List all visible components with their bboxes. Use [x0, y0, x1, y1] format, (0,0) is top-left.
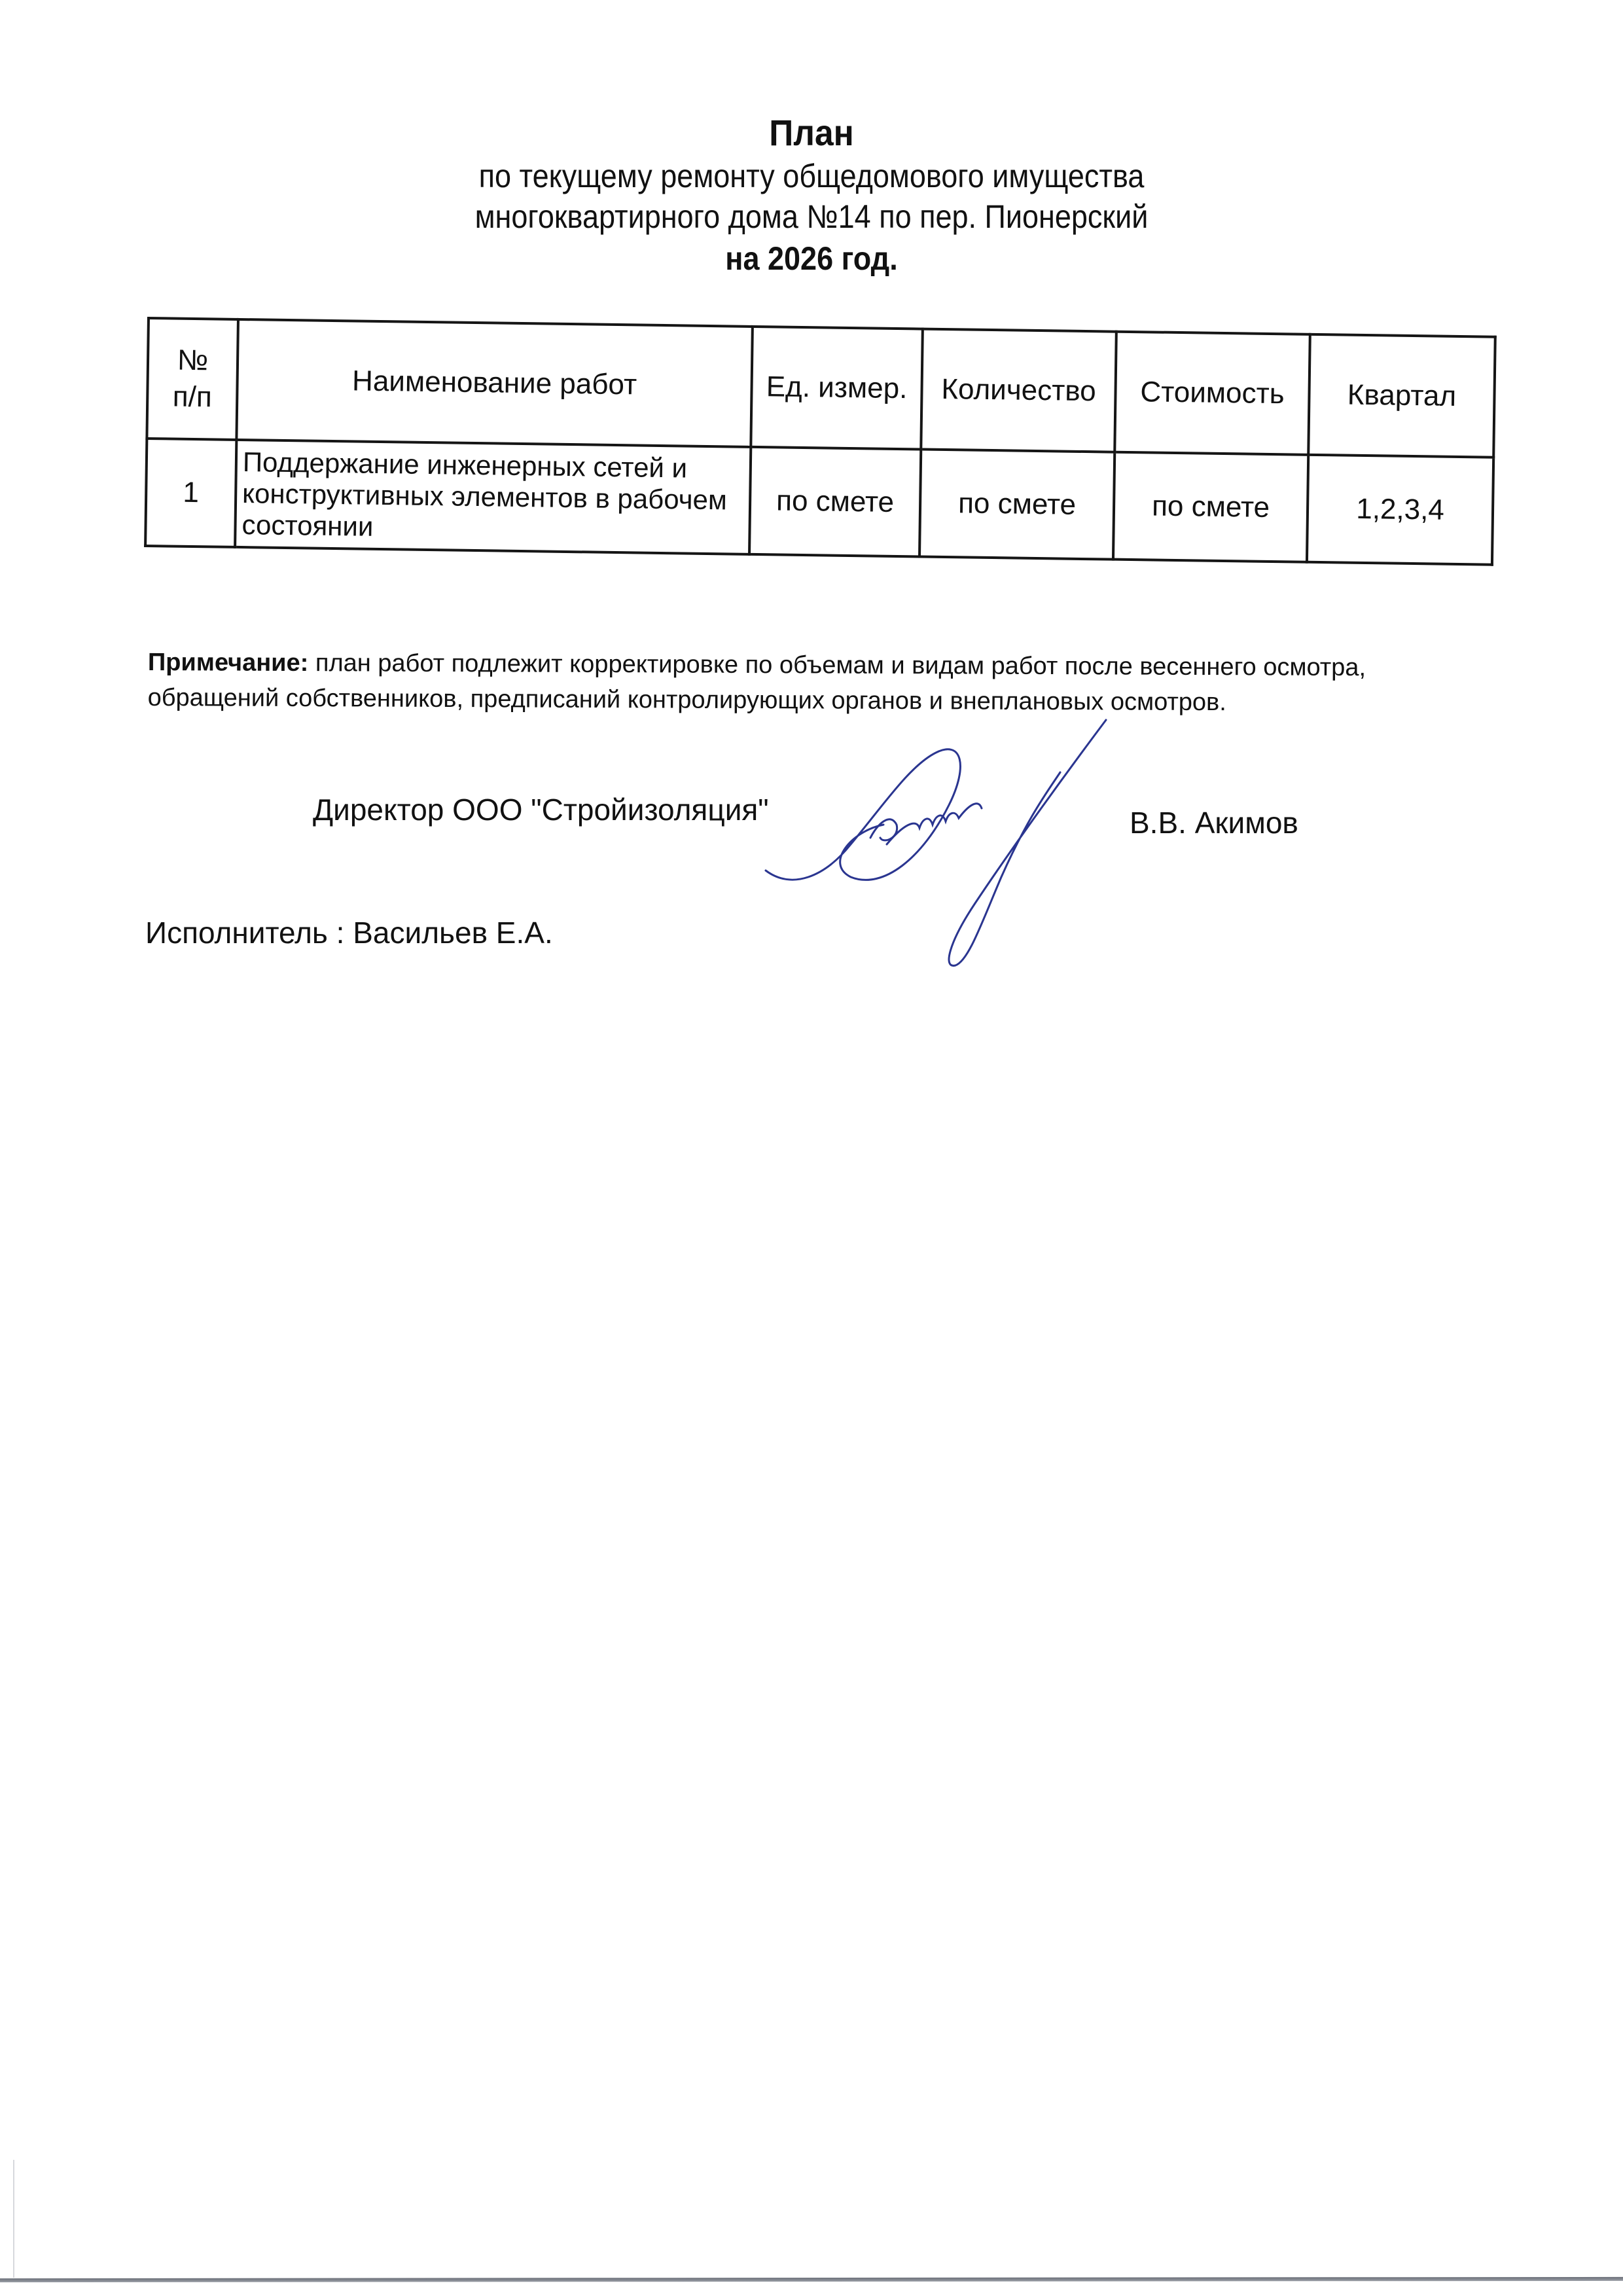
document-title-block: [0, 110, 1623, 280]
cell-work-name: Поддержание инженерных сетей и конструктивных элементов в рабочем состоянии: [235, 440, 751, 554]
plan-table-wrapper: [144, 317, 1494, 566]
table-row: [145, 439, 1493, 565]
cell-unit: по смете: [749, 447, 921, 557]
table-header-row: [147, 318, 1495, 457]
director-signature: [753, 713, 1185, 975]
note-paragraph: [148, 645, 1391, 721]
document-year: на 2026 год.: [725, 240, 898, 277]
document-title: План: [769, 112, 854, 153]
header-number-symbol: №: [177, 344, 209, 377]
scan-edge-bottom: [0, 2277, 1623, 2282]
cell-number: 1: [145, 439, 236, 547]
header-cost: Стоимость: [1115, 332, 1310, 455]
header-quarter: Квартал: [1308, 334, 1495, 457]
header-quantity: Количество: [921, 329, 1116, 452]
cell-quantity: по смете: [919, 450, 1115, 560]
director-name: В.В. Акимов: [1130, 806, 1298, 840]
director-title: Директор ООО "Стройизоляция": [313, 793, 769, 827]
cell-cost: по смете: [1113, 452, 1308, 562]
signature-stroke-loop: [766, 749, 960, 880]
document-subtitle-line-2: многоквартирного дома №14 по пер. Пионерский: [474, 198, 1149, 235]
header-number: [147, 318, 238, 440]
header-unit: Ед. измер.: [751, 327, 923, 450]
plan-table: [144, 317, 1497, 566]
scan-edge-left: [13, 2160, 14, 2278]
cell-quarter: 1,2,3,4: [1307, 455, 1493, 565]
note-text: план работ подлежит корректировке по объемам и видам работ после весеннего осмотра, обращений собственников, предписаний контролирующих органов и внеплановых осмотров.: [147, 649, 1366, 717]
signature-stroke-letters: [870, 804, 982, 844]
header-work-name: Наименование работ: [236, 319, 752, 447]
signature-stroke-tail: [949, 720, 1106, 965]
header-number-label: п/п: [172, 380, 213, 414]
note-label: Примечание:: [147, 648, 309, 677]
executor-line: Исполнитель : Васильев Е.А.: [145, 916, 553, 950]
document-subtitle-line-1: по текущему ремонту общедомового имущества: [478, 158, 1145, 194]
